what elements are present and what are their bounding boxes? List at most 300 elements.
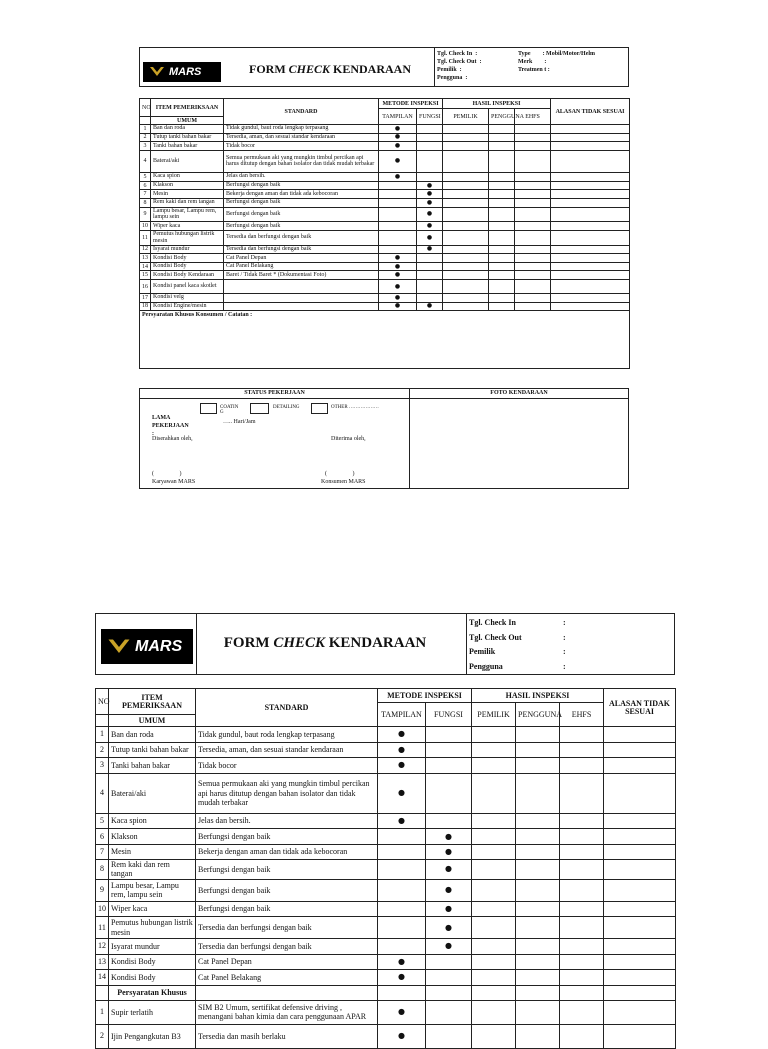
table-row [140, 230, 630, 245]
row-number: 11 [96, 917, 109, 939]
row-pengguna-cell[interactable] [516, 773, 560, 813]
row-fungsi-mark: ● [417, 222, 443, 231]
row-tampilan-mark [379, 190, 417, 199]
row-alasan-cell[interactable] [604, 860, 676, 879]
row-pemilik-cell[interactable] [443, 294, 489, 303]
row-ehfs-cell[interactable] [560, 742, 604, 758]
row-item: Lampu besar, Lampu rem, lampu sein [109, 879, 196, 901]
row-pemilik-cell[interactable] [443, 271, 489, 280]
title-italic: CHECK [288, 61, 330, 76]
row-ehfs-cell[interactable] [560, 1000, 604, 1024]
row-standard: Semua permukaan aki yang mungkin timbul percikan api harus ditutup dengan bahan isolator dan tidak mudah terbakar [224, 150, 379, 172]
row-fungsi-mark: ● [417, 207, 443, 222]
row-standard: Tersedia, aman, dan sesuai standar kendaraan [196, 742, 378, 758]
row-pengguna-cell[interactable] [489, 142, 515, 151]
row-alasan-cell[interactable] [604, 954, 676, 970]
row-pemilik-cell[interactable] [472, 954, 516, 970]
row-item: Baterai/aki [109, 773, 196, 813]
row-pengguna-cell[interactable] [516, 742, 560, 758]
row-alasan-cell[interactable] [551, 125, 630, 134]
row-tampilan-mark [379, 181, 417, 190]
row-pemilik-cell[interactable] [472, 773, 516, 813]
table-row [96, 1000, 676, 1024]
row-pemilik-cell[interactable] [443, 198, 489, 207]
row-tampilan-mark: ● [379, 280, 417, 294]
row-alasan-cell[interactable] [551, 207, 630, 222]
row-standard [224, 302, 379, 311]
row-standard [224, 280, 379, 294]
row-number: 1 [96, 727, 109, 743]
row-item: Kondisi Body [109, 970, 196, 986]
row-pengguna-cell[interactable] [516, 901, 560, 917]
row-tampilan-mark: ● [378, 813, 426, 829]
row-fungsi-mark [426, 1000, 472, 1024]
row-ehfs-cell[interactable] [560, 1024, 604, 1048]
row-alasan-cell[interactable] [604, 758, 676, 774]
row-fungsi-mark: ● [426, 829, 472, 845]
row-alasan-cell[interactable] [551, 142, 630, 151]
header-field-checkout-large: Tgl. Check Out : [469, 632, 566, 642]
table-row [140, 207, 630, 222]
row-ehfs-cell[interactable] [560, 939, 604, 955]
title-large-divider [466, 614, 467, 674]
row-standard: Tersedia dan masih berlaku [196, 1024, 378, 1048]
row-item: Klakson [109, 829, 196, 845]
row-alasan-cell[interactable] [551, 150, 630, 172]
row-alasan-cell[interactable] [604, 879, 676, 901]
row-alasan-cell[interactable] [551, 230, 630, 245]
type-field: Type : Mobil/Motor/Helm [518, 51, 596, 57]
row-pengguna-cell[interactable] [489, 198, 515, 207]
row-tampilan-mark: ● [379, 133, 417, 142]
row-pemilik-cell[interactable] [472, 829, 516, 845]
row-item: Klakson [151, 181, 224, 190]
col-metode-header: METODE INSPEKSI [379, 99, 443, 109]
diterima-label: Diterima oleh, [331, 436, 366, 442]
row-alasan-cell[interactable] [551, 133, 630, 142]
row-alasan-cell[interactable] [551, 181, 630, 190]
row-ehfs-cell[interactable] [560, 758, 604, 774]
row-ehfs-cell[interactable] [515, 207, 551, 222]
row-pengguna-cell[interactable] [489, 173, 515, 182]
row-fungsi-mark: ● [417, 190, 443, 199]
header-fields [437, 50, 482, 82]
row-pemilik-cell[interactable] [472, 1000, 516, 1024]
col-no-header-large: NO [96, 689, 109, 715]
persyaratan-notes-label: Persyaratan Khusus Konsumen / Catatan : [140, 311, 630, 319]
header-type-fields [518, 50, 595, 74]
header-fields-large [469, 616, 669, 674]
row-alasan-cell[interactable] [604, 970, 676, 986]
row-standard: Baret / Tidak Baret * (Dokumentasi Foto) [224, 271, 379, 280]
row-ehfs-cell[interactable] [515, 262, 551, 271]
row-item: Kaca spion [109, 813, 196, 829]
row-ehfs-cell[interactable] [560, 813, 604, 829]
title-large-italic: CHECK [273, 634, 325, 651]
row-standard: Bekerja dengan aman dan tidak ada kebocoran [224, 190, 379, 199]
col-hasil-header: HASIL INSPEKSI [443, 99, 551, 109]
row-fungsi-mark: ● [426, 917, 472, 939]
row-item: Kaca spion [151, 173, 224, 182]
row-number: 17 [140, 294, 151, 303]
row-standard: Tidak gundul, baut roda lengkap terpasang [224, 125, 379, 134]
row-standard: Tersedia dan berfungsi dengan baik [196, 917, 378, 939]
row-standard: Tersedia dan berfungsi dengan baik [224, 245, 379, 254]
row-alasan-cell[interactable] [551, 173, 630, 182]
row-ehfs-cell[interactable] [515, 230, 551, 245]
row-ehfs-cell[interactable] [515, 125, 551, 134]
row-item: Tutup tanki bahan bakar [109, 742, 196, 758]
other-checkbox[interactable] [311, 403, 328, 414]
row-pemilik-cell[interactable] [443, 173, 489, 182]
row-pengguna-cell[interactable] [489, 230, 515, 245]
row-alasan-cell[interactable] [551, 190, 630, 199]
row-number: 8 [96, 860, 109, 879]
row-ehfs-cell[interactable] [560, 829, 604, 845]
row-standard: Berfungsi dengan baik [196, 829, 378, 845]
form1-header [139, 47, 629, 87]
row-ehfs-cell[interactable] [560, 954, 604, 970]
row-pemilik-cell[interactable] [443, 133, 489, 142]
form2-header [95, 613, 675, 675]
row-number: 11 [140, 230, 151, 245]
row-pengguna-cell[interactable] [489, 150, 515, 172]
table-row [140, 302, 630, 311]
row-number: 5 [96, 813, 109, 829]
other-label: OTHER ……………… [331, 405, 379, 410]
karyawan-label: Karyawan MARS [152, 479, 196, 485]
row-number: 1 [96, 1000, 109, 1024]
row-item: Ban dan roda [109, 727, 196, 743]
row-pemilik-cell[interactable] [472, 813, 516, 829]
row-pengguna-cell[interactable] [516, 917, 560, 939]
lama-pekerjaan-value: ….. Hari/Jam [223, 419, 256, 425]
row-number: 14 [140, 262, 151, 271]
row-ehfs-cell[interactable] [515, 133, 551, 142]
row-alasan-cell[interactable] [551, 198, 630, 207]
row-pemilik-cell[interactable] [472, 727, 516, 743]
table-row [140, 133, 630, 142]
row-ehfs-cell[interactable] [515, 173, 551, 182]
row-item: Isyarat mundur [109, 939, 196, 955]
row-pengguna-cell[interactable] [516, 829, 560, 845]
row-pengguna-cell[interactable] [489, 125, 515, 134]
row-ehfs-cell[interactable] [560, 970, 604, 986]
row-pengguna-cell[interactable] [489, 271, 515, 280]
row-ehfs-cell[interactable] [515, 254, 551, 263]
row-fungsi-mark [417, 262, 443, 271]
foto-section [409, 388, 629, 489]
row-alasan-cell[interactable] [604, 901, 676, 917]
row-tampilan-mark [378, 879, 426, 901]
row-pemilik-cell[interactable] [472, 939, 516, 955]
col-metode-header-large: METODE INSPEKSI [378, 689, 472, 703]
row-standard: Berfungsi dengan baik [224, 207, 379, 222]
row-ehfs-cell[interactable] [515, 271, 551, 280]
row-alasan-cell[interactable] [551, 302, 630, 311]
row-pemilik-cell[interactable] [443, 222, 489, 231]
row-pemilik-cell[interactable] [443, 302, 489, 311]
row-ehfs-cell[interactable] [515, 198, 551, 207]
row-number: 8 [140, 198, 151, 207]
row-number: 9 [140, 207, 151, 222]
row-tampilan-mark: ● [378, 727, 426, 743]
row-number: 2 [96, 742, 109, 758]
table-row [96, 939, 676, 955]
row-pengguna-cell[interactable] [489, 245, 515, 254]
row-pemilik-cell[interactable] [443, 280, 489, 294]
row-pengguna-cell[interactable] [516, 879, 560, 901]
row-alasan-cell[interactable] [551, 262, 630, 271]
row-pengguna-cell[interactable] [516, 939, 560, 955]
row-pemilik-cell[interactable] [472, 860, 516, 879]
table-row [140, 150, 630, 172]
row-item: Ijin Pengangkutan B3 [109, 1024, 196, 1048]
row-ehfs-cell[interactable] [515, 142, 551, 151]
row-ehfs-cell[interactable] [515, 190, 551, 199]
row-pengguna-cell[interactable] [516, 813, 560, 829]
row-tampilan-mark: ● [379, 173, 417, 182]
merk-field: Merk : [518, 59, 547, 65]
row-fungsi-mark [426, 1024, 472, 1048]
header-field-checkin-large: Tgl. Check In : [469, 618, 566, 627]
row-pengguna-cell[interactable] [516, 970, 560, 986]
table-row [140, 254, 630, 263]
row-fungsi-mark [417, 271, 443, 280]
row-fungsi-mark: ● [417, 302, 443, 311]
row-fungsi-mark: ● [426, 860, 472, 879]
status-section [139, 388, 410, 489]
row-pemilik-cell[interactable] [472, 742, 516, 758]
row-pengguna-cell[interactable] [516, 954, 560, 970]
row-alasan-cell[interactable] [604, 1024, 676, 1048]
row-fungsi-mark: ● [417, 245, 443, 254]
row-number: 7 [140, 190, 151, 199]
row-pengguna-cell[interactable] [489, 133, 515, 142]
row-item: Kondisi Body [109, 954, 196, 970]
row-tampilan-mark: ● [379, 271, 417, 280]
row-item: Isyarat mundur [151, 245, 224, 254]
row-pengguna-cell[interactable] [516, 844, 560, 860]
col-hasil-header-large: HASIL INSPEKSI [472, 689, 604, 703]
table-row [96, 813, 676, 829]
col-ehfs-header-large: EHFS [560, 703, 604, 727]
row-pengguna-cell[interactable] [489, 280, 515, 294]
row-pemilik-cell[interactable] [472, 901, 516, 917]
row-item: Wiper kaca [151, 222, 224, 231]
row-standard: Semua permukaan aki yang mungkin timbul percikan api harus ditutup dengan bahan isolator dan tidak mudah terbakar [196, 773, 378, 813]
row-pengguna-cell[interactable] [489, 302, 515, 311]
row-tampilan-mark [378, 917, 426, 939]
row-standard: Berfungsi dengan baik [224, 198, 379, 207]
row-pengguna-cell[interactable] [516, 758, 560, 774]
row-ehfs-cell[interactable] [515, 302, 551, 311]
row-tampilan-mark: ● [379, 254, 417, 263]
row-fungsi-mark [417, 173, 443, 182]
row-fungsi-mark [426, 758, 472, 774]
row-pemilik-cell[interactable] [443, 230, 489, 245]
row-pemilik-cell[interactable] [443, 125, 489, 134]
row-pemilik-cell[interactable] [443, 262, 489, 271]
table-row [96, 970, 676, 986]
row-number: 12 [140, 245, 151, 254]
row-item: Supir terlatih [109, 1000, 196, 1024]
row-ehfs-cell[interactable] [560, 844, 604, 860]
row-number: 12 [96, 939, 109, 955]
row-tampilan-mark: ● [378, 970, 426, 986]
row-fungsi-mark [417, 294, 443, 303]
row-pemilik-cell[interactable] [472, 970, 516, 986]
row-ehfs-cell[interactable] [515, 294, 551, 303]
col-standard-header: STANDARD [224, 99, 379, 125]
table-row [96, 742, 676, 758]
signature-paren-right: ( ) [325, 471, 355, 477]
row-alasan-cell[interactable] [604, 917, 676, 939]
persyaratan-notes-area[interactable] [140, 319, 630, 369]
row-tampilan-mark: ● [379, 142, 417, 151]
row-alasan-cell[interactable] [604, 813, 676, 829]
row-alasan-cell[interactable] [604, 727, 676, 743]
col-pengguna-header: PENGGUNA [489, 109, 515, 125]
detailing-checkbox[interactable] [250, 403, 269, 414]
row-item: Wiper kaca [109, 901, 196, 917]
row-number: 7 [96, 844, 109, 860]
row-pemilik-cell[interactable] [472, 844, 516, 860]
row-tampilan-mark [378, 860, 426, 879]
row-number: 3 [140, 142, 151, 151]
table-row [96, 860, 676, 879]
row-ehfs-cell[interactable] [560, 901, 604, 917]
row-alasan-cell[interactable] [551, 222, 630, 231]
row-alasan-cell[interactable] [604, 1000, 676, 1024]
row-fungsi-mark [417, 142, 443, 151]
row-item: Tutup tanki bahan bakar [151, 133, 224, 142]
row-number: 2 [140, 133, 151, 142]
row-ehfs-cell[interactable] [515, 280, 551, 294]
row-alasan-cell[interactable] [551, 271, 630, 280]
inspection-table [139, 98, 630, 369]
row-ehfs-cell[interactable] [560, 860, 604, 879]
row-pemilik-cell[interactable] [443, 254, 489, 263]
row-ehfs-cell[interactable] [560, 879, 604, 901]
row-alasan-cell[interactable] [604, 742, 676, 758]
row-pemilik-cell[interactable] [443, 150, 489, 172]
mars-logo-large [101, 629, 193, 664]
row-ehfs-cell[interactable] [515, 150, 551, 172]
row-alasan-cell[interactable] [604, 939, 676, 955]
table-row [96, 954, 676, 970]
row-ehfs-cell[interactable] [560, 773, 604, 813]
row-pemilik-cell[interactable] [472, 758, 516, 774]
title-large-suffix: KENDARAAN [328, 634, 427, 651]
row-tampilan-mark [378, 829, 426, 845]
row-pemilik-cell[interactable] [443, 245, 489, 254]
signature-paren-left: ( ) [152, 471, 182, 477]
table-row [96, 844, 676, 860]
coating-checkbox[interactable] [200, 403, 217, 414]
row-alasan-cell[interactable] [604, 773, 676, 813]
row-ehfs-cell[interactable] [560, 917, 604, 939]
row-pemilik-cell[interactable] [472, 879, 516, 901]
row-pengguna-cell[interactable] [489, 181, 515, 190]
row-alasan-cell[interactable] [551, 280, 630, 294]
row-pengguna-cell[interactable] [489, 294, 515, 303]
row-pengguna-cell[interactable] [489, 207, 515, 222]
row-alasan-cell[interactable] [551, 254, 630, 263]
row-pengguna-cell[interactable] [489, 254, 515, 263]
row-ehfs-cell[interactable] [515, 222, 551, 231]
row-alasan-cell[interactable] [604, 844, 676, 860]
row-pemilik-cell[interactable] [443, 181, 489, 190]
row-pengguna-cell[interactable] [516, 1000, 560, 1024]
row-number: 10 [96, 901, 109, 917]
row-number: 13 [96, 954, 109, 970]
row-number: 10 [140, 222, 151, 231]
row-tampilan-mark: ● [379, 302, 417, 311]
row-pengguna-cell[interactable] [516, 1024, 560, 1048]
row-ehfs-cell[interactable] [515, 245, 551, 254]
row-alasan-cell[interactable] [551, 245, 630, 254]
row-tampilan-mark: ● [379, 150, 417, 172]
row-pengguna-cell[interactable] [489, 190, 515, 199]
section-umum-large: UMUM [109, 715, 196, 727]
row-pengguna-cell[interactable] [516, 860, 560, 879]
row-pemilik-cell[interactable] [443, 190, 489, 199]
row-pemilik-cell[interactable] [472, 917, 516, 939]
row-standard: Berfungsi dengan baik [196, 879, 378, 901]
row-fungsi-mark [426, 773, 472, 813]
row-tampilan-mark [379, 198, 417, 207]
row-ehfs-cell[interactable] [515, 181, 551, 190]
header-field-checkin: Tgl. Check In : [437, 51, 478, 57]
row-tampilan-mark [379, 245, 417, 254]
row-tampilan-mark: ● [379, 125, 417, 134]
row-ehfs-cell[interactable] [560, 727, 604, 743]
row-pemilik-cell[interactable] [443, 207, 489, 222]
col-alasan-header-large: ALASAN TIDAK SESUAI [604, 689, 676, 727]
row-standard: Jelas dan bersih. [196, 813, 378, 829]
row-item: Mesin [109, 844, 196, 860]
col-item-header-large: ITEM PEMERIKSAAN [109, 689, 196, 715]
row-number: 2 [96, 1024, 109, 1048]
col-tampilan-header-large: TAMPILAN [378, 703, 426, 727]
row-pemilik-cell[interactable] [443, 142, 489, 151]
header-field-pemilik: Pemilik : [437, 67, 462, 73]
foto-area[interactable] [410, 399, 628, 488]
row-item: Rem kaki dan rem tangan [151, 198, 224, 207]
row-fungsi-mark [417, 125, 443, 134]
row-fungsi-mark: ● [417, 230, 443, 245]
table-row [96, 773, 676, 813]
row-pengguna-cell[interactable] [489, 262, 515, 271]
row-tampilan-mark [378, 901, 426, 917]
row-item: Pemutus hubungan listrik mesin [109, 917, 196, 939]
lama-pekerjaan-label: LAMA PEKERJAAN : [152, 415, 189, 437]
row-alasan-cell[interactable] [604, 829, 676, 845]
row-alasan-cell[interactable] [551, 294, 630, 303]
row-pengguna-cell[interactable] [489, 222, 515, 231]
col-alasan-header: ALASAN TIDAK SESUAI [551, 99, 630, 125]
row-tampilan-mark: ● [378, 742, 426, 758]
mars-logo-emblem-icon [149, 66, 165, 78]
coating-label: COATIN G [220, 405, 239, 415]
row-item: Tanki bahan bakar [151, 142, 224, 151]
row-pemilik-cell[interactable] [472, 1024, 516, 1048]
row-pengguna-cell[interactable] [516, 727, 560, 743]
row-standard: Tidak bocor [224, 142, 379, 151]
row-fungsi-mark: ● [426, 844, 472, 860]
col-fungsi-header-large: FUNGSI [426, 703, 472, 727]
